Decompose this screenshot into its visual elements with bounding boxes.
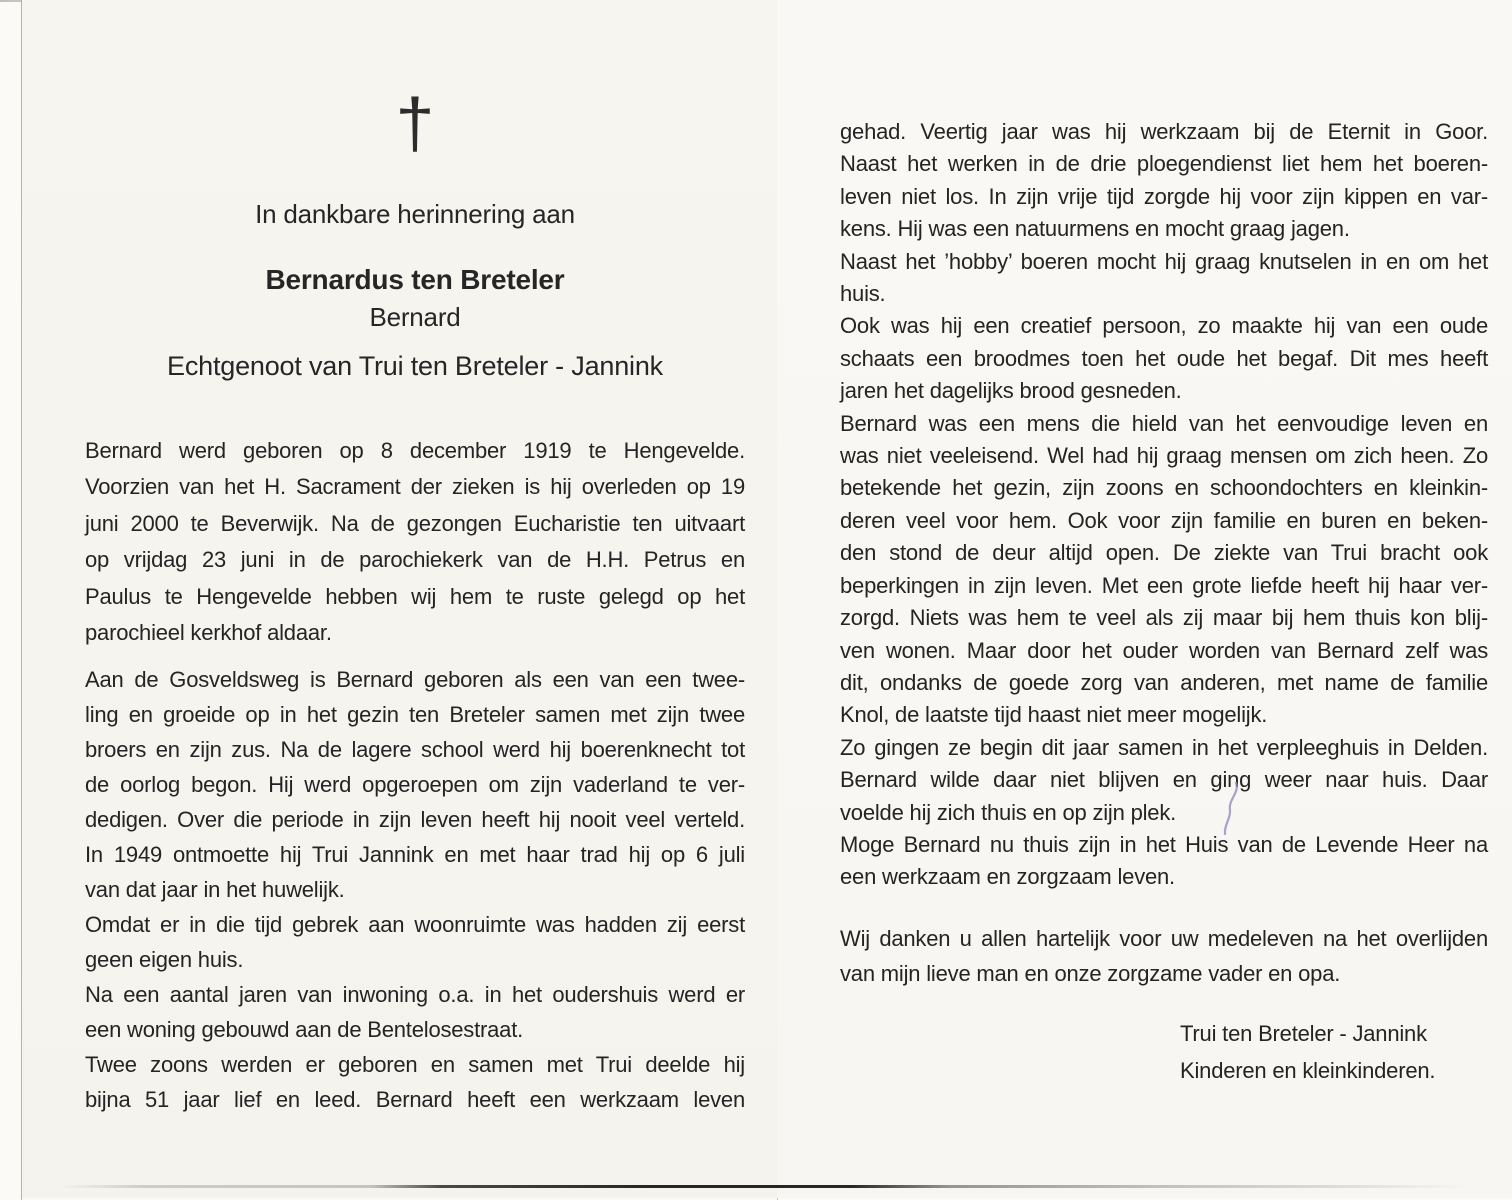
right-page-paragraph-1 xyxy=(840,116,1488,894)
text-line: Bernard werd geboren op 8 december 1919 te Hengevelde. xyxy=(85,438,745,463)
text-line: Ook was hij een creatief persoon, zo maakte hij van een oude xyxy=(840,313,1488,339)
text-line: Voorzien van het H. Sacrament der zieken is hij overleden op 19 xyxy=(85,474,745,500)
text-line: In 1949 ontmoette hij Trui Jannink en met haar trad hij op 6 juli xyxy=(85,842,745,867)
memorial-card-left-page xyxy=(22,0,777,1198)
memorial-card-right-page xyxy=(777,0,1512,1198)
text-line: Aan de Gosveldsweg is Bernard geboren als een van een twee- xyxy=(85,667,745,692)
text-line: kens. Hij was een natuurmens en mocht graag jagen. xyxy=(840,216,1350,242)
text-line: Naast het werken in de drie ploegendienst liet hem het boeren- xyxy=(840,151,1488,177)
text-line: beperkingen in zijn leven. Met een grote liefde heeft hij haar ver- xyxy=(840,572,1488,598)
text-line: Bernard was een mens die hield van het eenvoudige leven en xyxy=(840,410,1488,436)
text-line: Paulus te Hengevelde hebben wij hem te ruste gelegd op het xyxy=(85,583,745,609)
text-line: Wij danken u allen hartelijk voor uw medeleven na het overlijden xyxy=(840,926,1488,951)
cross-icon: † xyxy=(395,84,435,162)
text-line: op vrijdag 23 juni in de parochiekerk van de H.H. Petrus en xyxy=(85,547,745,573)
text-line: gehad. Veertig jaar was hij werkzaam bij de Eternit in Goor. xyxy=(840,119,1488,144)
text-line: Twee zoons werden er geboren en samen met Trui deelde hij xyxy=(85,1052,745,1077)
text-line: Knol, de laatste tijd haast niet meer mogelijk. xyxy=(840,702,1268,728)
text-line: Zo gingen ze begin dit jaar samen in het verpleeghuis in Delden. xyxy=(840,734,1488,760)
signature-children: Kinderen en kleinkinderen. xyxy=(1180,1057,1436,1083)
text-line: parochieel kerkhof aldaar. xyxy=(85,620,332,646)
text-line: Moge Bernard nu thuis zijn in het Huis van de Levende Heer na xyxy=(840,831,1488,857)
signature-spouse: Trui ten Breteler - Jannink xyxy=(1180,1021,1427,1046)
text-line: voelde hij zich thuis en op zijn plek. xyxy=(840,799,1177,825)
signature-block xyxy=(1180,1016,1480,1089)
pen-squiggle-mark xyxy=(1219,780,1245,840)
thank-you-paragraph xyxy=(840,922,1488,991)
spouse-line: Echtgenoot van Trui ten Breteler - Jannink xyxy=(167,351,663,381)
deceased-nickname: Bernard xyxy=(369,302,461,332)
left-page-paragraph-2 xyxy=(85,662,745,1117)
text-line: ling en groeide op in het gezin ten Breteler samen met zijn twee xyxy=(85,702,745,727)
text-line: deren veel voor hem. Ook voor zijn familie en buren en beken- xyxy=(840,507,1488,533)
text-line: Naast het ’hobby’ boeren mocht hij graag knutselen in en om het xyxy=(840,248,1488,274)
text-line: een werkzaam en zorgzaam leven. xyxy=(840,864,1175,890)
text-line: geen eigen huis. xyxy=(85,947,244,972)
text-line: was niet veeleisend. Wel had hij graag mensen om zich heen. Zo xyxy=(840,443,1488,469)
left-page-paragraph-1 xyxy=(85,433,745,651)
text-line: een woning gebouwd aan de Bentelosestraat. xyxy=(85,1017,524,1042)
text-line: Bernard wilde daar niet blijven en ging weer naar huis. Daar xyxy=(840,767,1488,793)
text-line: Omdat er in die tijd gebrek aan woonruimte was hadden zij eerst xyxy=(85,912,745,937)
text-line: bijna 51 jaar lief en leed. Bernard heeft een werkzaam leven xyxy=(85,1087,745,1112)
text-line: den stond de deur altijd open. De ziekte van Trui bracht ook xyxy=(840,540,1488,566)
text-line: huis. xyxy=(840,281,886,307)
memorial-intro-text: In dankbare herinnering aan xyxy=(255,199,575,229)
text-line: de oorlog begon. Hij werd opgeroepen om zijn vaderland te ver- xyxy=(85,772,745,797)
text-line: dedigen. Over die periode in zijn leven heeft hij nooit veel verteld. xyxy=(85,807,745,832)
text-line: Na een aantal jaren van inwoning o.a. in het oudershuis werd er xyxy=(85,982,745,1007)
text-line: broers en zijn zus. Na de lagere school werd hij boerenknecht tot xyxy=(85,737,745,762)
text-line: schaats een broodmes toen het oude het begaf. Dit mes heeft xyxy=(840,345,1488,371)
text-line: van dat jaar in het huwelijk. xyxy=(85,877,345,902)
text-line: betekende het gezin, zijn zoons en schoondochters en kleinkin- xyxy=(840,475,1488,501)
scan-bottom-edge-line xyxy=(60,1185,1470,1188)
text-line: ven wonen. Maar door het ouder worden van Bernard zelf was xyxy=(840,637,1488,663)
text-line: zorgd. Niets was hem te veel als zij maar bij hem thuis kon blij- xyxy=(840,605,1488,631)
text-line: juni 2000 te Beverwijk. Na de gezongen Eucharistie ten uitvaart xyxy=(85,510,745,536)
deceased-name: Bernardus ten Breteler xyxy=(265,264,565,295)
text-line: dit, ondanks de goede zorg van anderen, met name de familie xyxy=(840,669,1488,695)
text-line: van mijn lieve man en onze zorgzame vader en opa. xyxy=(840,960,1341,986)
text-line: leven niet los. In zijn vrije tijd zorgde hij voor zijn kippen en var- xyxy=(840,183,1488,209)
text-line: jaren het dagelijks brood gesneden. xyxy=(840,378,1182,404)
